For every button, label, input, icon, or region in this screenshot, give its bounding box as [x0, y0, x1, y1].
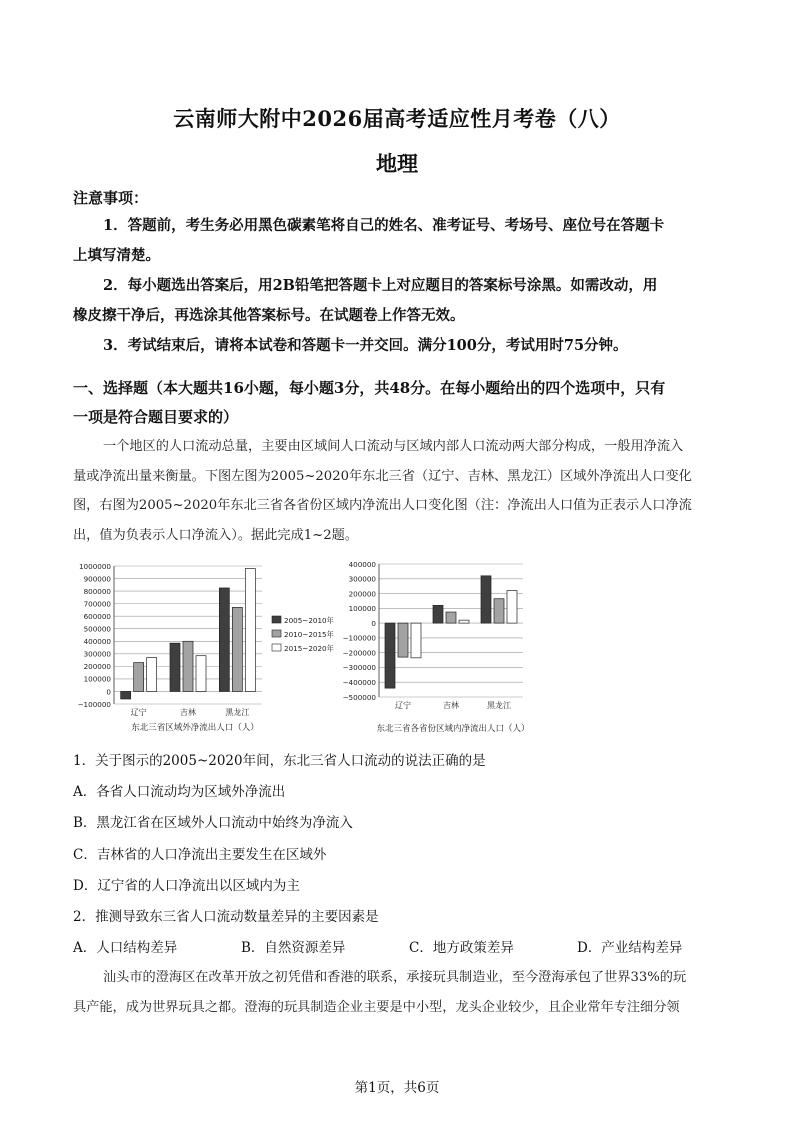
notice-line: 3．考试结束后，请将本试卷和答题卡一并交回。满分100分，考试用时75分钟。 [103, 337, 628, 354]
x-tick-label: 吉林 [443, 701, 459, 710]
y-tick-label: 0 [106, 687, 111, 697]
y-tick-label: 500000 [83, 624, 111, 634]
bar-辽宁-2010~2015年 [398, 623, 408, 657]
section-line: 一、选择题（本大题共16小题，每小题3分，共48分。在每小题给出的四个选项中，只有 [73, 379, 666, 397]
notice-line: 橡皮擦干净后，再选涂其他答案标号。在试题卷上作答无效。 [73, 307, 465, 324]
bar-黑龙江-2005~2010年 [219, 588, 229, 692]
passage-line: 量或净流出量来衡量。下图左图为2005~2020年东北三省（辽宁、吉林、黑龙江）区域外净流出人口变化 [73, 468, 692, 484]
chart-right [335, 558, 535, 742]
question-2-option-a: A．人口结构差异 [73, 940, 178, 956]
legend-swatch [272, 616, 281, 623]
bar-辽宁-2010~2015年 [134, 663, 144, 692]
y-tick-label: 100000 [348, 604, 376, 614]
passage-line: 一个地区的人口流动总量，主要由区域间人口流动与区域内部人口流动两大部分构成，一般用净流入 [103, 439, 684, 454]
question-1-option-b: B．黑龙江省在区域外人口流动中始终为净流入 [73, 815, 353, 831]
question-1-option-d: D．辽宁省的人口净流出以区域内为主 [73, 878, 300, 894]
bar-黑龙江-2010~2015年 [494, 599, 504, 623]
notice-line: 上填写清楚。 [73, 247, 160, 264]
section-heading [73, 374, 723, 432]
y-tick-label: −100000 [342, 633, 376, 643]
y-tick-label: 1000000 [78, 561, 111, 571]
question-1-stem: 1．关于图示的2005~2020年间，东北三省人口流动的说法正确的是 [73, 753, 486, 769]
notice-line: 2．每小题选出答案后，用2B铅笔把答题卡上对应题目的答案标号涂黑。如需改动，用 [103, 277, 658, 294]
y-tick-label: −200000 [342, 648, 376, 658]
legend-label: 2010~2015年 [284, 630, 334, 639]
subject-title: 地理 [376, 151, 418, 176]
question-1-option-c: C．吉林省的人口净流出主要发生在区域外 [73, 847, 327, 863]
bar-黑龙江-2005~2010年 [481, 576, 491, 623]
x-tick-label: 黑龙江 [225, 708, 250, 717]
y-tick-label: 900000 [83, 574, 111, 584]
y-tick-label: 200000 [83, 662, 111, 672]
bar-吉林-2010~2015年 [446, 612, 456, 623]
legend-swatch [272, 644, 281, 651]
y-tick-label: −400000 [342, 678, 376, 688]
y-tick-label: 600000 [83, 611, 111, 621]
passage-line: 汕头市的澄海区在改革开放之初凭借和香港的联系，承接玩具制造业，至今澄海承包了世界33%的玩 [103, 970, 687, 985]
bar-辽宁-2005~2010年 [385, 623, 395, 688]
y-tick-label: 100000 [83, 674, 111, 684]
notice-line: 1．答题前，考生务必用黑色碳素笔将自己的姓名、准考证号、考场号、座位号在答题卡 [103, 217, 665, 234]
chart-left-title: 东北三省区域外净流出人口（人） [131, 723, 259, 733]
passage-population [73, 432, 723, 550]
passage-line: 具产能，成为世界玩具之都。澄海的玩具制造企业主要是中小型，龙头企业较少，且企业常年专注细分领 [73, 999, 680, 1015]
legend-label: 2005~2010年 [284, 616, 334, 625]
notice-heading: 注意事项： [73, 189, 149, 207]
bar-辽宁-2005~2010年 [121, 691, 131, 699]
bar-黑龙江-2015~2020年 [245, 569, 255, 692]
chart-left [70, 558, 340, 742]
question-1-option-a: A．各省人口流动均为区域外净流出 [73, 784, 286, 800]
bar-吉林-2005~2010年 [433, 605, 443, 623]
y-tick-label: −100000 [77, 699, 111, 709]
bar-吉林-2015~2020年 [459, 620, 469, 623]
y-tick-label: 0 [371, 618, 376, 628]
chart-left-svg [70, 558, 340, 738]
y-tick-label: −300000 [342, 663, 376, 673]
x-tick-label: 辽宁 [395, 701, 411, 710]
x-tick-label: 吉林 [180, 708, 196, 717]
passage-toy-industry [73, 963, 723, 1022]
notice-block [73, 211, 723, 361]
y-tick-label: 400000 [83, 637, 111, 647]
question-2-option-b: B．自然资源差异 [241, 940, 346, 956]
question-2-option-d: D．产业结构差异 [577, 940, 683, 956]
chart-right-title: 东北三省各省份区域内净流出人口（人） [376, 724, 530, 734]
legend-swatch [272, 630, 281, 637]
exam-title: 云南师大附中2026届高考适应性月考卷（八） [173, 106, 621, 131]
y-tick-label: 700000 [83, 599, 111, 609]
bar-吉林-2015~2020年 [196, 656, 206, 692]
y-tick-label: 300000 [83, 649, 111, 659]
passage-line: 出，值为负表示人口净流入）。据此完成1~2题。 [73, 527, 358, 543]
y-tick-label: 300000 [348, 574, 376, 584]
legend-label: 2015~2020年 [284, 644, 334, 653]
bar-辽宁-2015~2020年 [147, 658, 157, 692]
bar-辽宁-2015~2020年 [411, 623, 421, 658]
bar-黑龙江-2015~2020年 [507, 591, 517, 624]
x-tick-label: 辽宁 [130, 708, 147, 717]
bar-吉林-2010~2015年 [183, 641, 193, 691]
question-2-stem: 2．推测导致东三省人口流动数量差异的主要因素是 [73, 909, 379, 925]
y-tick-label: 800000 [83, 586, 111, 596]
y-tick-label: 400000 [348, 559, 376, 569]
bar-黑龙江-2010~2015年 [232, 607, 242, 691]
page-footer: 第1页，共6页 [354, 1080, 440, 1096]
passage-line: 图，右图为2005~2020年东北三省各省份区域内净流出人口变化图（注：净流出人口值为正表示人口净流 [73, 498, 692, 513]
question-2-option-c: C．地方政策差异 [409, 940, 514, 956]
y-tick-label: −500000 [342, 692, 376, 702]
y-tick-label: 200000 [348, 589, 376, 599]
bar-吉林-2005~2010年 [170, 643, 180, 691]
chart-right-svg [335, 558, 535, 738]
section-line: 一项是符合题目要求的） [73, 408, 239, 426]
x-tick-label: 黑龙江 [487, 701, 511, 710]
